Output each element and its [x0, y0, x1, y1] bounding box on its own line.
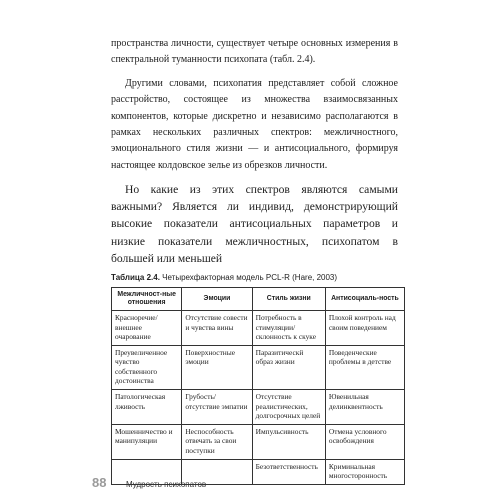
table-cell: Мошенничество и манипуляции — [112, 424, 182, 459]
paragraph-3: Но какие из этих спектров являются самыми важными? Является ли индивид, демонстрирующий высокие показатели антисоциальных параметров и низкие показатели межличностных, психопатом в большей или меньшей — [111, 183, 398, 265]
table-cell: Преувеличенное чувство собственного достоинства — [112, 345, 182, 389]
table-cell: Безответственность — [252, 459, 325, 484]
table-row — [112, 345, 405, 389]
table-cell: Импульсивность — [252, 424, 325, 459]
header-lifestyle: Стиль жизни — [252, 287, 325, 310]
table-cell: Грубость/отсутствие эмпатии — [182, 390, 252, 425]
table-cell: Ювенильная делинквентность — [325, 390, 404, 425]
page-body — [111, 36, 398, 485]
page-footer — [92, 475, 206, 490]
table-cell: Отсутствие реалистических, долгосрочных целей — [252, 390, 325, 425]
table-caption — [111, 273, 398, 283]
header-interpersonal: Межличност-ные отношения — [112, 287, 182, 310]
table-cell: Поведенческие проблемы в детстве — [325, 345, 404, 389]
running-head: Мудрость психопатов — [126, 480, 207, 489]
table-cell: Отсутствие совести и чувства вины — [182, 310, 252, 345]
table-cell: Отмена условного освобождения — [325, 424, 404, 459]
table-cell: Патологическая лживость — [112, 390, 182, 425]
table-header-row — [112, 287, 405, 310]
table-caption-text: Четырехфакторная модель PCL-R (Hare, 2003) — [159, 272, 338, 282]
header-emotions: Эмоции — [182, 287, 252, 310]
pcl-r-table — [111, 287, 405, 485]
paragraph-2: Другими словами, психопатия представляет собой сложное расстройство, состоящее из множества взаимосвязанных компонентов, которые дискретно и независимо располагаются в рамках нескольких различных спектров: межличностного, эмоционального стиля жизни — и антисоциального, формируя настоящее колдовское зелье из обрезков личности. — [111, 77, 398, 171]
table-cell: Плохой контроль над своим поведением — [325, 310, 404, 345]
table-cell: Неспособность отвечать за свои поступки — [182, 424, 252, 459]
table-row — [112, 424, 405, 459]
table-cell: Красноречие/ внешнее очарование — [112, 310, 182, 345]
header-antisocial: Антисоциаль-ность — [325, 287, 404, 310]
table-row — [112, 390, 405, 425]
page-number: 88 — [92, 475, 107, 490]
table-cell: Паразитическй образ жизни — [252, 345, 325, 389]
table-row — [112, 310, 405, 345]
table-cell: Потребность в стимуляции/ склонность к скуке — [252, 310, 325, 345]
paragraph-1: пространства личности, существует четыре основных измерения в спектральной туманности психопата (табл. 2.4). — [111, 38, 398, 66]
table-cell: Поверхностные эмоции — [182, 345, 252, 389]
table-caption-label: Таблица 2.4. — [111, 272, 160, 282]
table-cell: Криминальная многосторонность — [325, 459, 404, 484]
